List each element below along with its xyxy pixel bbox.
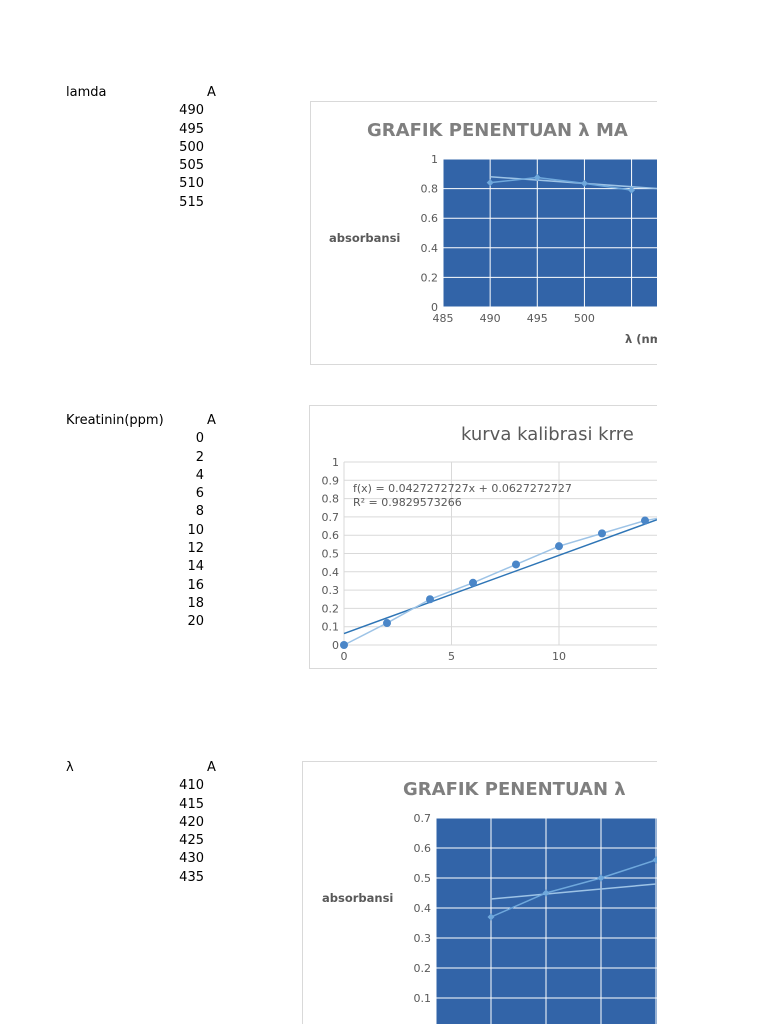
- y-tick-label: 0.2: [420, 271, 438, 285]
- y-tick-label: 0.8: [420, 182, 438, 196]
- x-axis-label: λ (nm: [625, 332, 662, 346]
- chart-title: kurva kalibrasi krre: [461, 424, 634, 445]
- plot-group: [421, 153, 658, 325]
- table-cell: 505: [179, 158, 204, 174]
- table-cell: 410: [179, 778, 204, 794]
- chart-lambda-2: [302, 761, 657, 1024]
- table-cell: 16: [187, 577, 204, 593]
- table-values: [162, 430, 204, 631]
- data-point: [555, 542, 563, 550]
- chart-lambda-max-svg: [311, 102, 662, 364]
- y-tick-label: 0.1: [413, 992, 431, 1005]
- table-cell: 515: [179, 194, 204, 210]
- y-tick-label: 0.4: [413, 902, 431, 915]
- chart-title: GRAFIK PENENTUAN λ MA: [367, 120, 628, 141]
- x-tick-label: 500: [573, 312, 595, 325]
- data-point: [641, 517, 649, 525]
- table-cell: 500: [179, 139, 204, 155]
- table-header-x: Kreatinin(ppm): [66, 413, 164, 428]
- table-cell: 12: [187, 541, 204, 557]
- table-cell: 8: [195, 504, 204, 520]
- y-tick-label: 1: [332, 456, 339, 469]
- x-tick-label: 485: [432, 312, 454, 325]
- table-cell: 20: [187, 614, 204, 630]
- table-values: [162, 777, 204, 887]
- y-tick-label: 0.9: [321, 474, 339, 488]
- chart-calibration-curve-svg: [310, 406, 674, 668]
- table-header-x: λ: [66, 760, 74, 775]
- x-tick-label: 0: [340, 650, 348, 663]
- table-cell: 0: [195, 431, 204, 447]
- data-point: [469, 579, 477, 587]
- trendline-equation: f(x) = 0.0427272727x + 0.0627272727: [353, 482, 572, 495]
- data-point: [512, 560, 520, 568]
- y-tick-label: 0.8: [321, 492, 339, 506]
- x-tick-label: 10: [552, 650, 566, 663]
- table-cell: 14: [187, 559, 204, 575]
- data-point: [598, 529, 606, 537]
- x-tick-label: 5: [448, 650, 455, 663]
- chart-lambda-max: [310, 101, 662, 365]
- plot-group: [414, 812, 658, 1024]
- y-tick-label: 0.1: [321, 620, 339, 634]
- table-cell: 415: [179, 796, 204, 812]
- chart-title: GRAFIK PENENTUAN λ: [403, 779, 626, 800]
- table-values: [162, 102, 204, 212]
- y-tick-label: 1: [431, 153, 438, 166]
- table-cell: 490: [179, 103, 204, 119]
- data-point: [426, 595, 434, 603]
- y-tick-label: 0.5: [321, 547, 339, 561]
- y-tick-label: 0: [431, 301, 438, 314]
- data-point: [383, 619, 391, 627]
- y-axis-label: absorbansi: [322, 891, 394, 905]
- table-header-y: A: [207, 413, 216, 428]
- table-cell: 10: [187, 522, 204, 538]
- y-axis-label: absorbansi: [329, 231, 401, 245]
- x-tick-label: 495: [526, 312, 548, 325]
- table-cell: 510: [179, 176, 204, 192]
- table-cell: 4: [195, 467, 204, 483]
- table-cell: 430: [179, 851, 204, 867]
- y-tick-label: 0.4: [321, 565, 339, 579]
- y-tick-label: 0.3: [413, 932, 431, 945]
- table-header-y: A: [207, 760, 216, 775]
- table-header-x: lamda: [66, 85, 107, 100]
- table-cell: 18: [187, 595, 204, 611]
- y-tick-label: 0.5: [413, 872, 431, 885]
- y-tick-label: 0.6: [420, 212, 438, 226]
- chart-calibration-curve: [309, 405, 674, 669]
- y-tick-label: 0.4: [420, 241, 438, 255]
- chart-lambda-2-svg: [303, 762, 657, 1024]
- y-tick-label: 0.2: [413, 962, 431, 975]
- table-cell: 495: [179, 121, 204, 137]
- y-tick-label: 0.7: [321, 510, 339, 524]
- data-point: [340, 641, 348, 649]
- y-tick-label: 0.3: [321, 584, 339, 598]
- y-tick-label: 0.7: [413, 812, 431, 825]
- plot-group: 00.10.20.30.40.50.60.70.80.910 5 10 15: [322, 456, 658, 663]
- table-cell: 420: [179, 814, 204, 830]
- y-tick-label: 0.6: [413, 842, 431, 855]
- y-tick-label: 0.2: [321, 602, 339, 616]
- x-tick-label: 490: [479, 312, 501, 325]
- table-cell: 6: [195, 486, 204, 502]
- table-cell: 425: [179, 833, 204, 849]
- y-tick-label: 0: [332, 639, 339, 652]
- table-cell: 435: [179, 869, 204, 885]
- table-header-y: A: [207, 85, 216, 100]
- table-cell: 2: [195, 449, 204, 465]
- series-line: [344, 513, 657, 645]
- y-tick-label: 0.6: [321, 529, 339, 543]
- r-squared: R² = 0.9829573266: [353, 496, 462, 509]
